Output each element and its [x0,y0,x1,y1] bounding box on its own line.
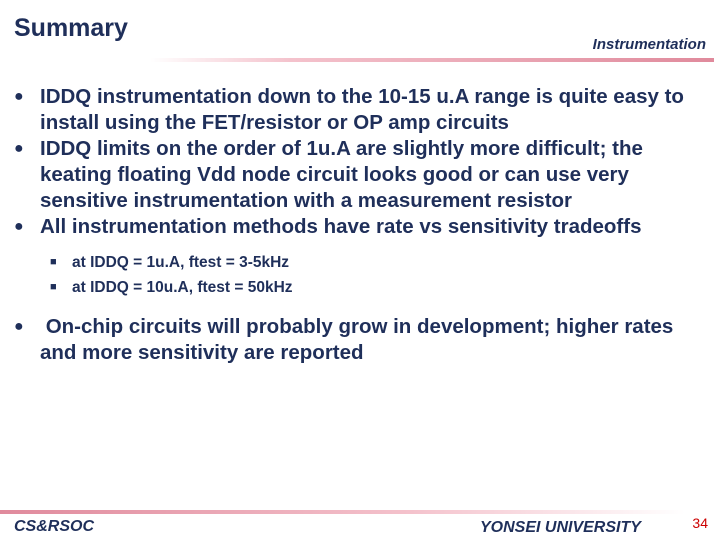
bullet-item [14,314,704,366]
bullet-item [14,84,704,136]
bullet-text: IDDQ limits on the order of 1u.A are slightly more difficult; the keating floating Vdd node circuit looks good or can use very sensitive instrumentation with a measurement resistor [40,137,643,212]
footer-divider [0,510,685,514]
bullet-dot-icon: ● [14,218,24,235]
square-bullet-icon: ■ [50,281,57,293]
sub-bullet-text: at IDDQ = 10u.A, ftest = 50kHz [72,279,293,296]
sub-bullet-list [14,250,704,300]
square-bullet-icon: ■ [50,256,57,268]
slide-body [14,84,704,366]
bullet-text: All instrumentation methods have rate vs sensitivity tradeoffs [40,215,642,238]
bullet-item [14,214,704,240]
header-divider [150,58,714,62]
bullet-text: IDDQ instrumentation down to the 10-15 u.A range is quite easy to install using the FET/resistor or OP amp circuits [40,85,684,134]
bullet-dot-icon: ● [14,140,24,157]
slide-title: Summary [14,14,128,42]
sub-bullet-item [14,275,704,300]
bullet-dot-icon: ● [14,318,24,335]
bullet-dot-icon: ● [14,88,24,105]
bullet-text: On-chip circuits will probably grow in development; higher rates and more sensitivity are reported [40,315,680,364]
footer-university: YONSEI UNIVERSITY [480,519,641,536]
page-number: 34 [692,515,708,531]
sub-bullet-item [14,250,704,275]
bullet-item [14,136,704,214]
sub-bullet-text: at IDDQ = 1u.A, ftest = 3-5kHz [72,254,290,271]
section-label: Instrumentation [592,36,706,53]
footer-lab-name: CS&RSOC [14,518,95,535]
